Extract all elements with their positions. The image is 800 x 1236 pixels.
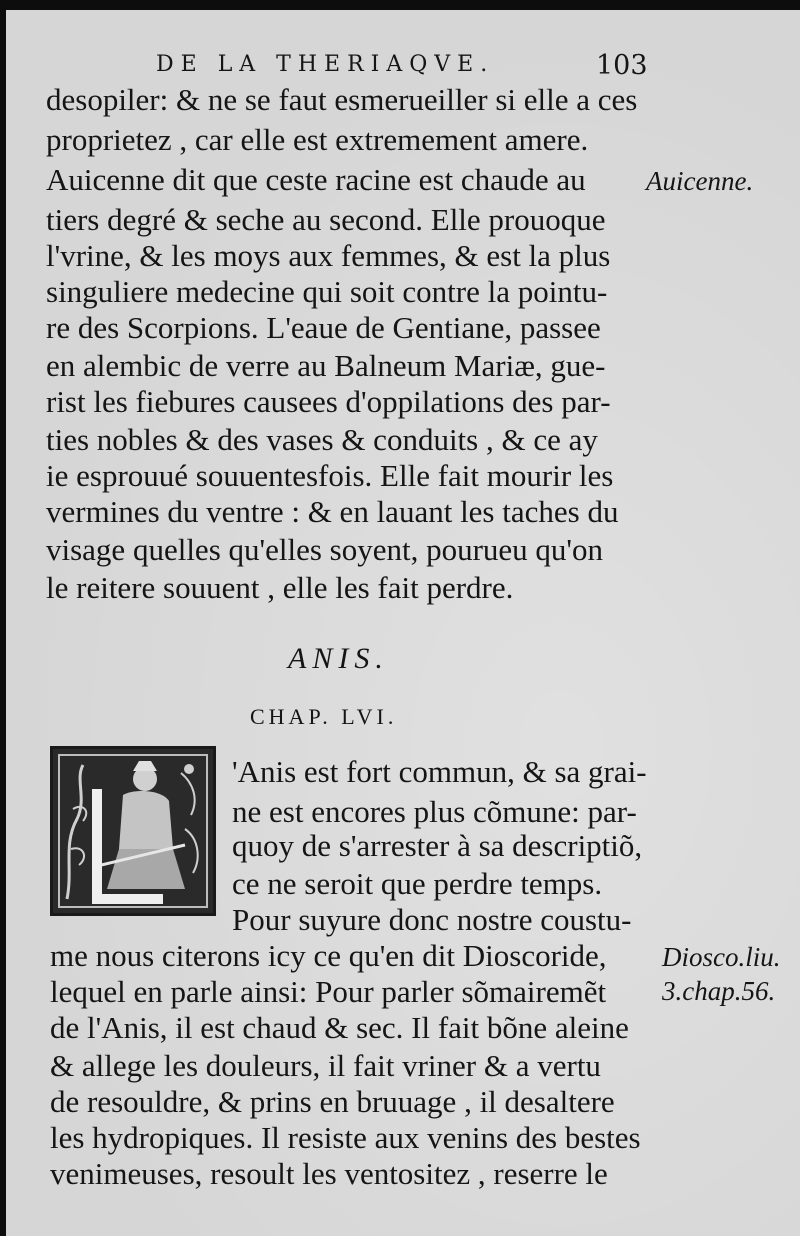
page-number: 103 — [596, 50, 648, 81]
section-title: ANIS. — [288, 642, 389, 675]
chapter-line: venimeuses, resoult les ventositez , reserre le — [50, 1156, 608, 1191]
decorated-initial-l — [50, 746, 216, 916]
body-line: re des Scorpions. L'eaue de Gentiane, passee — [46, 310, 601, 345]
chapter-line: & allege les douleurs, il fait vriner & a vertu — [50, 1048, 601, 1083]
body-line: ties nobles & des vases & conduits , & ce ay — [46, 422, 598, 457]
margin-note-dioscoride-1: Diosco.liu. — [662, 942, 781, 972]
chapter-line: 'Anis est fort commun, & sa grai- — [232, 754, 647, 789]
running-head: DE LA THERIAQVE. — [156, 52, 495, 77]
margin-note-dioscoride-2: 3.chap.56. — [662, 976, 776, 1006]
chapter-line: ce ne seroit que perdre temps. — [232, 866, 603, 901]
body-line: le reitere souuent , elle les fait perdre. — [46, 570, 514, 605]
body-line: proprietez , car elle est extremement amere. — [46, 122, 589, 157]
chapter-line: me nous citerons icy ce qu'en dit Dioscoride, — [50, 938, 607, 973]
chapter-line: de l'Anis, il est chaud & sec. Il fait bõne aleine — [50, 1010, 629, 1045]
woodcut-figure-icon — [53, 749, 213, 913]
body-line: rist les fiebures causees d'oppilations des par- — [46, 384, 611, 419]
body-line: tiers degré & seche au second. Elle prouoque — [46, 202, 606, 237]
body-line: Auicenne dit que ceste racine est chaude au — [46, 162, 586, 197]
book-page — [6, 10, 800, 1236]
chapter-line: Pour suyure donc nostre coustu- — [232, 902, 632, 937]
chapter-line: les hydropiques. Il resiste aux venins des bestes — [50, 1120, 641, 1155]
margin-note-auicenne: Auicenne. — [646, 166, 754, 196]
chapter-line: ne est encores plus cõmune: par- — [232, 794, 637, 829]
body-line: ie esprouué souuentesfois. Elle fait mourir les — [46, 458, 614, 493]
body-line: en alembic de verre au Balneum Mariæ, gue- — [46, 348, 606, 383]
chapter-line: lequel en parle ainsi: Pour parler sõmairemẽt — [50, 974, 607, 1009]
body-line: vermines du ventre : & en lauant les taches du — [46, 494, 619, 529]
chapter-line: quoy de s'arrester à sa descriptiõ, — [232, 828, 643, 863]
body-line: visage quelles qu'elles soyent, pourueu qu'on — [46, 532, 604, 567]
chapter-title: CHAP. LVI. — [250, 704, 398, 729]
body-line: singuliere medecine qui soit contre la pointu- — [46, 274, 608, 309]
body-line: desopiler: & ne se faut esmerueiller si elle a ces — [46, 82, 638, 117]
body-line: l'vrine, & les moys aux femmes, & est la plus — [46, 238, 611, 273]
chapter-line: de resouldre, & prins en bruuage , il desaltere — [50, 1084, 615, 1119]
